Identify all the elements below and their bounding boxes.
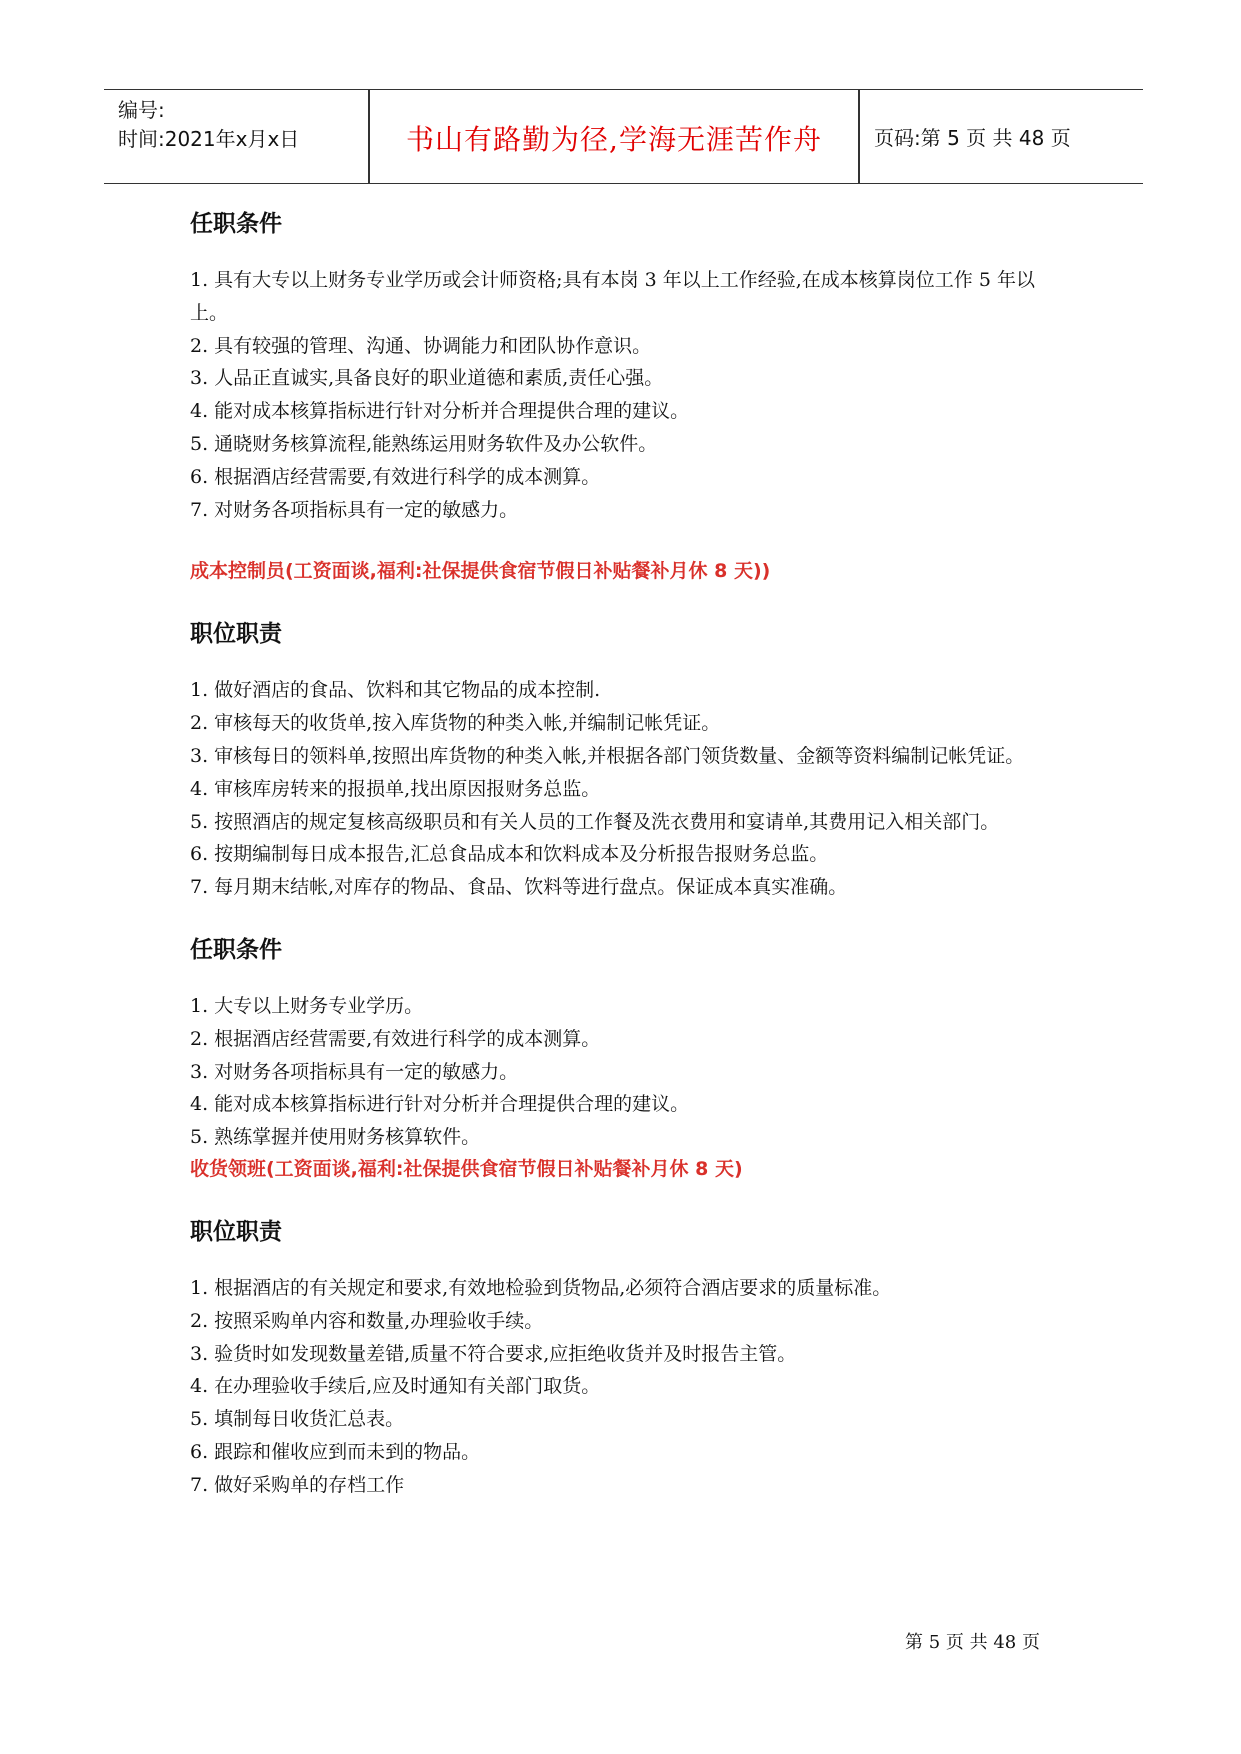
list-item: 5. 通晓财务核算流程,能熟练运用财务软件及办公软件。: [190, 432, 658, 455]
page-header: [104, 89, 1143, 184]
header-left: [118, 96, 299, 154]
list-item: 5. 按照酒店的规定复核高级职员和有关人员的工作餐及洗衣费用和宴请单,其费用记入相关部门。: [190, 810, 1000, 833]
list-item: 2. 按照采购单内容和数量,办理验收手续。: [190, 1309, 544, 1332]
list-item: 6. 按期编制每日成本报告,汇总食品成本和饮料成本及分析报告报财务总监。: [190, 843, 829, 866]
section-heading: 任职条件: [190, 936, 282, 963]
section-heading: 职位职责: [190, 1218, 282, 1245]
list-item: 1. 做好酒店的食品、饮料和其它物品的成本控制.: [190, 679, 601, 702]
list-item: 5. 熟练掌握并使用财务核算软件。: [190, 1126, 481, 1149]
number-label: 编号:: [118, 98, 165, 122]
list-item: 2. 根据酒店经营需要,有效进行科学的成本测算。: [190, 1027, 601, 1050]
list-item: 4. 审核库房转来的报损单,找出原因报财务总监。: [190, 777, 601, 800]
role-title: 成本控制员(工资面谈,福利:社保提供食宿节假日补贴餐补月休 8 天)): [190, 560, 771, 583]
page-footer: 第 5 页 共 48 页: [905, 1632, 1040, 1653]
list-item: 1. 具有大专以上财务专业学历或会计师资格;具有本岗 3 年以上工作经验,在成本核算岗位工作 5 年以上。: [190, 269, 1035, 324]
list-item: 7. 做好采购单的存档工作: [190, 1473, 405, 1496]
header-page-number: 页码:第 5 页 共 48 页: [874, 126, 1071, 150]
role-title: 收货领班(工资面谈,福利:社保提供食宿节假日补贴餐补月休 8 天): [190, 1157, 743, 1180]
list-item: 4. 能对成本核算指标进行针对分析并合理提供合理的建议。: [190, 1093, 690, 1116]
list-item: 7. 对财务各项指标具有一定的敏感力。: [190, 498, 519, 521]
section-heading: 任职条件: [190, 211, 282, 237]
list-item: 7. 每月期末结帐,对库存的物品、食品、饮料等进行盘点。保证成本真实准确。: [190, 876, 848, 899]
list-item: 2. 具有较强的管理、沟通、协调能力和团队协作意识。: [190, 334, 652, 357]
document-body: [190, 208, 1070, 1502]
section-heading: 职位职责: [190, 621, 282, 648]
list-item: 3. 验货时如发现数量差错,质量不符合要求,应拒绝收货并及时报告主管。: [190, 1342, 797, 1365]
header-motto: 书山有路勤为径,学海无涯苦作舟: [406, 123, 822, 156]
list-item: 2. 审核每天的收货单,按入库货物的种类入帐,并编制记帐凭证。: [190, 712, 721, 735]
list-item: 5. 填制每日收货汇总表。: [190, 1408, 405, 1431]
list-item: 6. 跟踪和催收应到而未到的物品。: [190, 1440, 481, 1463]
header-divider: [858, 90, 860, 183]
list-item: 1. 大专以上财务专业学历。: [190, 994, 424, 1017]
list-item: 3. 人品正直诚实,具备良好的职业道德和素质,责任心强。: [190, 367, 664, 390]
list-item: 4. 能对成本核算指标进行针对分析并合理提供合理的建议。: [190, 400, 690, 423]
list-item: 4. 在办理验收手续后,应及时通知有关部门取货。: [190, 1375, 601, 1398]
list-item: 3. 审核每日的领料单,按照出库货物的种类入帐,并根据各部门领货数量、金额等资料编制记帐凭证。: [190, 744, 1025, 767]
list-item: 3. 对财务各项指标具有一定的敏感力。: [190, 1060, 519, 1083]
list-item: 1. 根据酒店的有关规定和要求,有效地检验到货物品,必须符合酒店要求的质量标准。: [190, 1276, 892, 1299]
time-label: 时间:2021年x月x日: [118, 127, 300, 151]
list-item: 6. 根据酒店经营需要,有效进行科学的成本测算。: [190, 465, 601, 488]
